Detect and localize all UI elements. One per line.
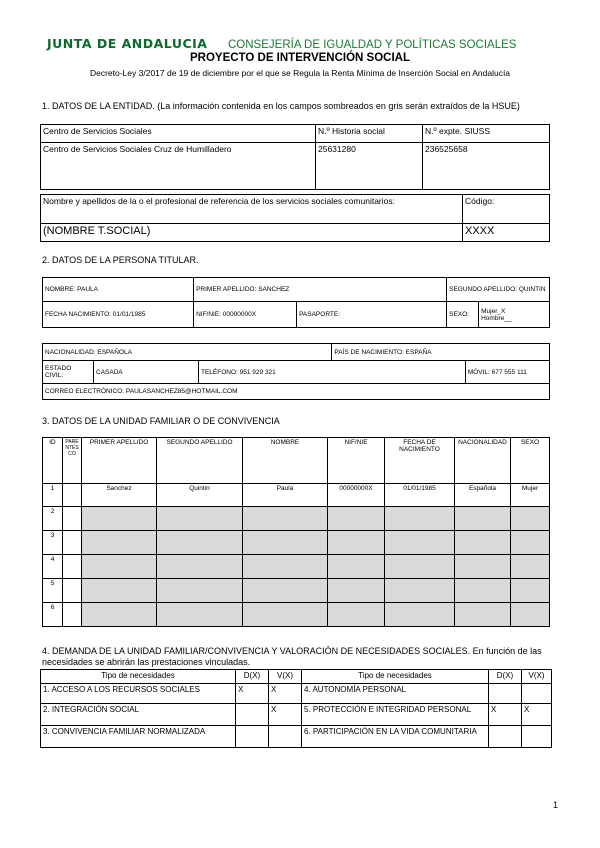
needs-row [41, 704, 552, 726]
cell [328, 555, 385, 579]
col-segundo-apellido: SEGUNDO APELLIDO [157, 438, 243, 484]
section2-title: 2. DATOS DE LA PERSONA TITULAR. [42, 255, 199, 265]
cell [511, 603, 550, 627]
codigo-label: Código: [463, 195, 550, 224]
cell [157, 579, 243, 603]
need-v: X [269, 684, 302, 704]
cell [157, 507, 243, 531]
needs-header-d-right: D(X) [489, 670, 522, 684]
table-row [43, 484, 550, 507]
need-d [236, 704, 269, 726]
cell [455, 603, 511, 627]
expte-value: 236525658 [423, 143, 550, 190]
telefono-field: TELÉFONO: 951 929 321 [199, 361, 466, 384]
cell [82, 603, 157, 627]
nif-field: NIF/NIE: 00000000X [194, 302, 297, 328]
cell [385, 603, 455, 627]
profesional-table [40, 194, 550, 242]
cell: Quintin [157, 484, 243, 507]
cell [63, 507, 82, 531]
need-d [236, 726, 269, 748]
cell [243, 579, 328, 603]
needs-row [41, 726, 552, 748]
table-row [43, 531, 550, 555]
movil-field: MÓVIL: 677 555 111 [465, 361, 549, 384]
cell [82, 555, 157, 579]
centro-label: Centro de Servicios Sociales [41, 125, 316, 143]
page-title: PROYECTO DE INTERVENCIÓN SOCIAL [189, 52, 411, 64]
consejeria-title: CONSEJERÍA DE IGUALDAD Y POLÍTICAS SOCIALES [228, 39, 517, 51]
cell: 4 [43, 555, 63, 579]
cell [328, 579, 385, 603]
cell: Paula [243, 484, 328, 507]
col-parentesco: PARENTESCO [63, 438, 82, 484]
needs-table [40, 669, 552, 748]
cell [63, 531, 82, 555]
col-id: ID [43, 438, 63, 484]
nombre-field: NOMBRE: PAULA [43, 278, 194, 302]
cell [511, 531, 550, 555]
cell: 2 [43, 507, 63, 531]
need-label: 1. ACCESO A LOS RECURSOS SOCIALES [41, 684, 236, 704]
cell: 6 [43, 603, 63, 627]
pais-nacimiento-field: PAÍS DE NACIMIENTO: ESPAÑA [332, 344, 550, 361]
pasaporte-field: PASAPORTE: [297, 302, 447, 328]
cell [82, 531, 157, 555]
sexo-mujer: Mujer_X [481, 307, 506, 315]
needs-header-tipo-right: Tipo de necesidades [302, 670, 489, 684]
cell [243, 531, 328, 555]
centro-value: Centro de Servicios Sociales Cruz de Humilladero [41, 143, 316, 190]
cell: Mujer [511, 484, 550, 507]
col-nif: NIF/NIE [328, 438, 385, 484]
cell [385, 507, 455, 531]
cell: 00000000X [328, 484, 385, 507]
fecha-nacimiento-field: FECHA NACIMIENTO: 01/01/1985 [43, 302, 194, 328]
col-sexo: SEXO [511, 438, 550, 484]
cell [82, 579, 157, 603]
decree-text: Decreto-Ley 3/2017 de 19 de diciembre por el que se Regula la Renta Mínima de Inserción Social en Andalucía [89, 68, 511, 78]
cell [511, 507, 550, 531]
need-v: X [522, 704, 552, 726]
historia-label: N.º Historia social [316, 125, 423, 143]
entity-table [40, 124, 550, 190]
cell [385, 531, 455, 555]
titular-table-2 [42, 343, 550, 400]
cell [455, 579, 511, 603]
need-label: 4. AUTONOMÍA PERSONAL [302, 684, 489, 704]
cell: 1 [43, 484, 63, 507]
historia-value: 25631280 [316, 143, 423, 190]
estado-civil-value: CASADA [94, 361, 199, 384]
col-nombre: NOMBRE [243, 438, 328, 484]
need-v [269, 726, 302, 748]
family-table [42, 437, 550, 627]
cell [243, 555, 328, 579]
cell [328, 507, 385, 531]
need-d [489, 684, 522, 704]
section1-title: 1. DATOS DE LA ENTIDAD. (La información contenida en los campos sombreados en gris serán extraídos de la HSUE) [42, 101, 520, 111]
need-d: X [489, 704, 522, 726]
need-d [489, 726, 522, 748]
codigo-value: XXXX [463, 224, 550, 242]
section3-title: 3. DATOS DE LA UNIDAD FAMILIAR O DE CONVIVENCIA [42, 416, 280, 426]
sexo-hombre: Hombre__ [481, 314, 512, 322]
cell [455, 531, 511, 555]
table-row [43, 555, 550, 579]
cell [455, 507, 511, 531]
need-v: X [269, 704, 302, 726]
cell [455, 555, 511, 579]
cell [385, 579, 455, 603]
needs-row [41, 684, 552, 704]
cell [63, 603, 82, 627]
need-v [522, 684, 552, 704]
table-row [43, 603, 550, 627]
cell [243, 603, 328, 627]
correo-field: CORREO ELECTRÓNICO: PAULASANCHEZ85@HOTMAIL.COM [43, 384, 550, 400]
needs-header-v-right: V(X) [522, 670, 552, 684]
titular-table-1 [42, 277, 550, 328]
cell [82, 507, 157, 531]
section4-title: 4. DEMANDA DE LA UNIDAD FAMILIAR/CONVIVENCIA Y VALORACIÓN DE NECESIDADES SOCIALES. En función de las necesidades se abrirán las prestaciones vinculadas. [42, 646, 542, 667]
cell [328, 603, 385, 627]
col-nacionalidad: NACIONALIDAD [455, 438, 511, 484]
profesional-label: Nombre y apellidos de la o el profesional de referencia de los servicios sociales comunitarios: [41, 195, 463, 224]
cell: 01/01/1985 [385, 484, 455, 507]
primer-apellido-field: PRIMER APELLIDO: SANCHEZ [194, 278, 447, 302]
needs-header-d-left: D(X) [236, 670, 269, 684]
cell [243, 507, 328, 531]
col-fecha: FECHA DE NACIMIENTO [385, 438, 455, 484]
cell [157, 603, 243, 627]
need-v [522, 726, 552, 748]
need-label: 5. PROTECCIÓN E INTEGRIDAD PERSONAL [302, 704, 489, 726]
estado-civil-label: ESTADO CIVIL: [43, 361, 94, 384]
needs-header-v-left: V(X) [269, 670, 302, 684]
expte-label: N.º expte. SIUSS [423, 125, 550, 143]
cell [63, 579, 82, 603]
profesional-value: (NOMBRE T.SOCIAL) [41, 224, 463, 242]
cell [385, 555, 455, 579]
junta-logo: JUNTA DE ANDALUCIA [47, 36, 208, 51]
need-d: X [236, 684, 269, 704]
cell: Española [455, 484, 511, 507]
cell [328, 531, 385, 555]
table-row [43, 507, 550, 531]
cell: Sanchez [82, 484, 157, 507]
page-number: 1 [552, 800, 558, 810]
need-label: 2. INTEGRACIÓN SOCIAL [41, 704, 236, 726]
sexo-label: SEXO: [447, 302, 479, 328]
col-primer-apellido: PRIMER APELLIDO [82, 438, 157, 484]
segundo-apellido-field: SEGUNDO APELLIDO: QUINTIN [447, 278, 550, 302]
cell [511, 555, 550, 579]
need-label: 3. CONVIVENCIA FAMILIAR NORMALIZADA [41, 726, 236, 748]
cell [63, 555, 82, 579]
sexo-options [479, 302, 550, 328]
need-label: 6. PARTICIPACIÓN EN LA VIDA COMUNITARIA [302, 726, 489, 748]
nacionalidad-field: NACIONALIDAD: ESPAÑOLA [43, 344, 332, 361]
cell [511, 579, 550, 603]
cell [63, 484, 82, 507]
cell: 5 [43, 579, 63, 603]
cell [157, 531, 243, 555]
cell: 3 [43, 531, 63, 555]
needs-header-tipo-left: Tipo de necesidades [41, 670, 236, 684]
cell [157, 555, 243, 579]
table-row [43, 579, 550, 603]
